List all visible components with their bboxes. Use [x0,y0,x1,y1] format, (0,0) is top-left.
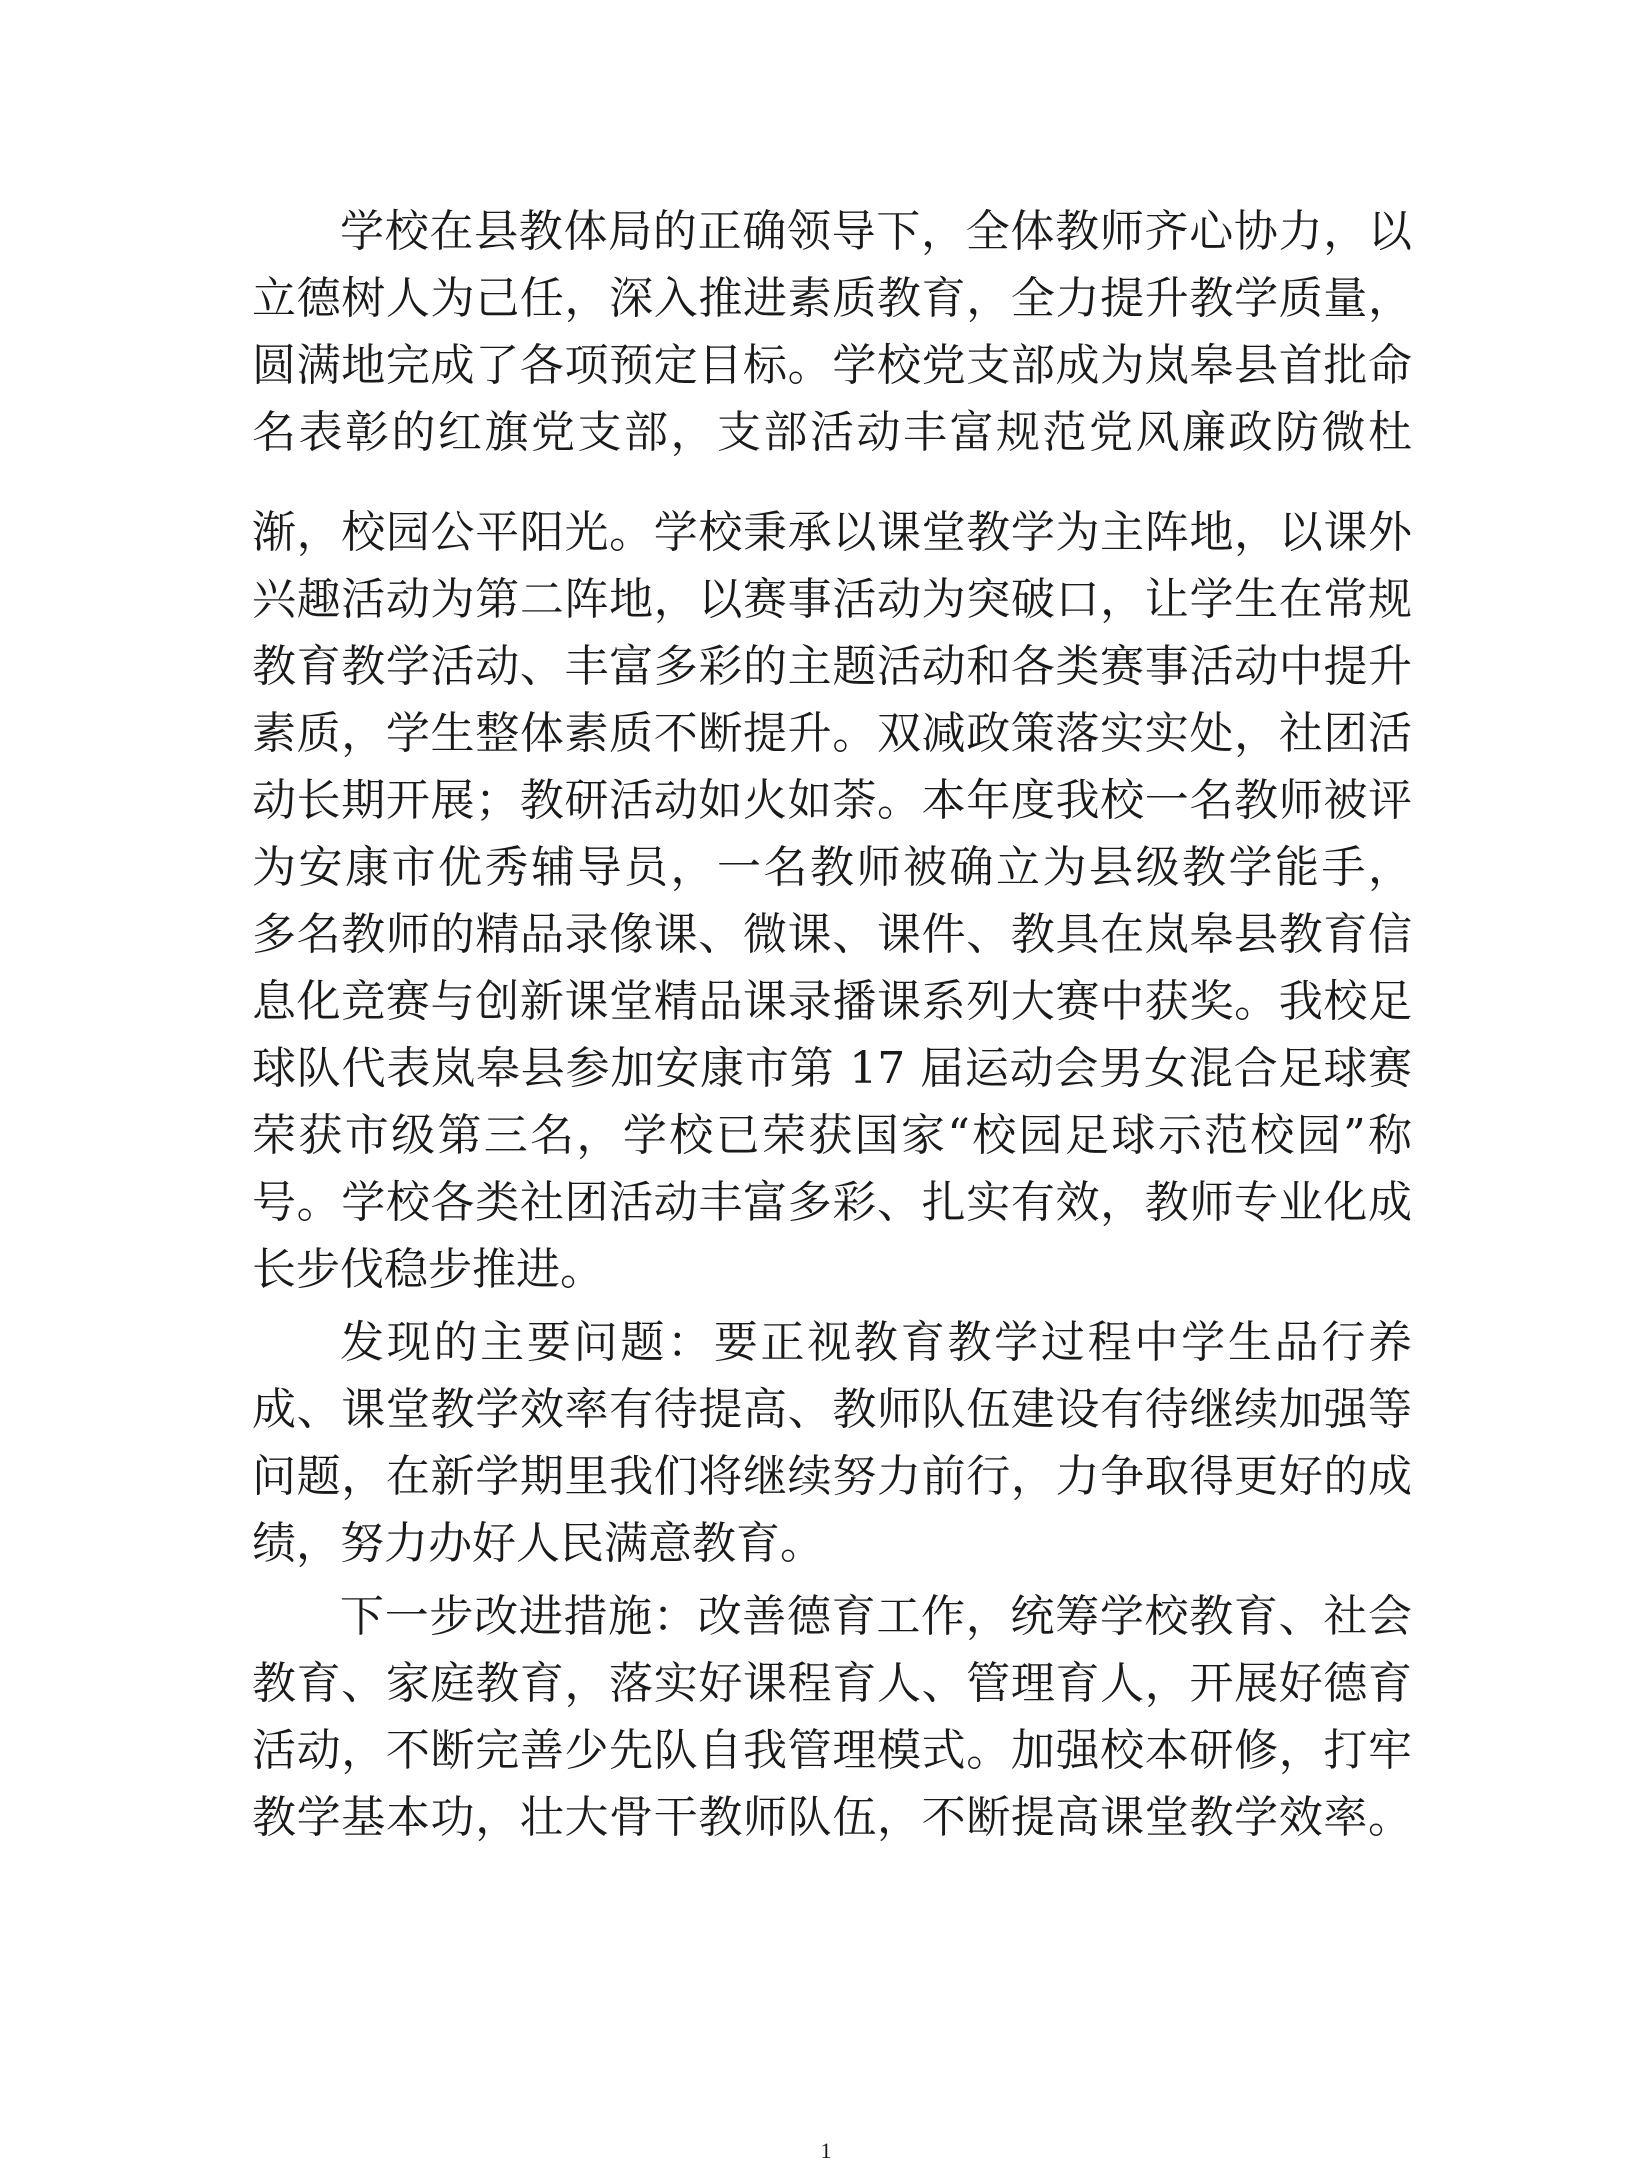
paragraph-1-line-4: 名表彰的红旗党支部，支部活动丰富规范党风廉政防微杜 [252,407,1412,458]
page-number: 1 [820,2138,832,2163]
paragraph-2-line-3: 问题，在新学期里我们将继续努力前行，力争取得更好的成 [252,1451,1412,1502]
paragraph-3-line-2: 教育、家庭教育，落实好课程育人、管理育人，开展好德育 [252,1658,1412,1709]
paragraph-1-line-1: 学校在县教体局的正确领导下，全体教师齐心协力，以 [340,206,1412,257]
paragraph-1-line-3: 圆满地完成了各项预定目标。学校党支部成为岚皋县首批命 [252,340,1412,391]
paragraph-1-line-6: 兴趣活动为第二阵地，以赛事活动为突破口，让学生在常规 [252,574,1412,625]
paragraph-1-line-7: 教育教学活动、丰富多彩的主题活动和各类赛事活动中提升 [252,641,1412,692]
paragraph-3-line-3: 活动，不断完善少先队自我管理模式。加强校本研修，打牢 [252,1725,1412,1776]
paragraph-2-line-4: 绩，努力办好人民满意教育。 [252,1518,824,1569]
paragraph-1-line-9: 动长期开展；教研活动如火如荼。本年度我校一名教师被评 [252,775,1412,826]
paragraph-1-line-15: 号。学校各类社团活动丰富多彩、扎实有效，教师专业化成 [252,1177,1412,1228]
paragraph-1-line-12: 息化竞赛与创新课堂精品课录播课系列大赛中获奖。我校足 [252,976,1412,1027]
paragraph-1-line-14: 荣获市级第三名，学校已荣获国家“校园足球示范校园”称 [252,1110,1412,1161]
paragraph-2-line-1: 发现的主要问题：要正视教育教学过程中学生品行养 [340,1317,1412,1368]
paragraph-2-line-2: 成、课堂教学效率有待提高、教师队伍建设有待继续加强等 [252,1384,1412,1435]
paragraph-3-line-1: 下一步改进措施：改善德育工作，统筹学校教育、社会 [340,1591,1412,1642]
paragraph-1-line-8: 素质，学生整体素质不断提升。双减政策落实实处，社团活 [252,708,1412,759]
paragraph-1-line-16: 长步伐稳步推进。 [252,1244,604,1295]
paragraph-1-line-5: 渐，校园公平阳光。学校秉承以课堂教学为主阵地，以课外 [252,507,1412,558]
paragraph-1-line-13: 球队代表岚皋县参加安康市第 17 届运动会男女混合足球赛 [252,1043,1412,1094]
paragraph-1-line-2: 立德树人为己任，深入推进素质教育，全力提升教学质量， [252,273,1412,324]
paragraph-1-line-11: 多名教师的精品录像课、微课、课件、教具在岚皋县教育信 [252,909,1412,960]
paragraph-3-line-4: 教学基本功，壮大骨干教师队伍，不断提高课堂教学效率。 [252,1792,1412,1843]
paragraph-1-line-10: 为安康市优秀辅导员，一名教师被确立为县级教学能手， [252,842,1412,893]
